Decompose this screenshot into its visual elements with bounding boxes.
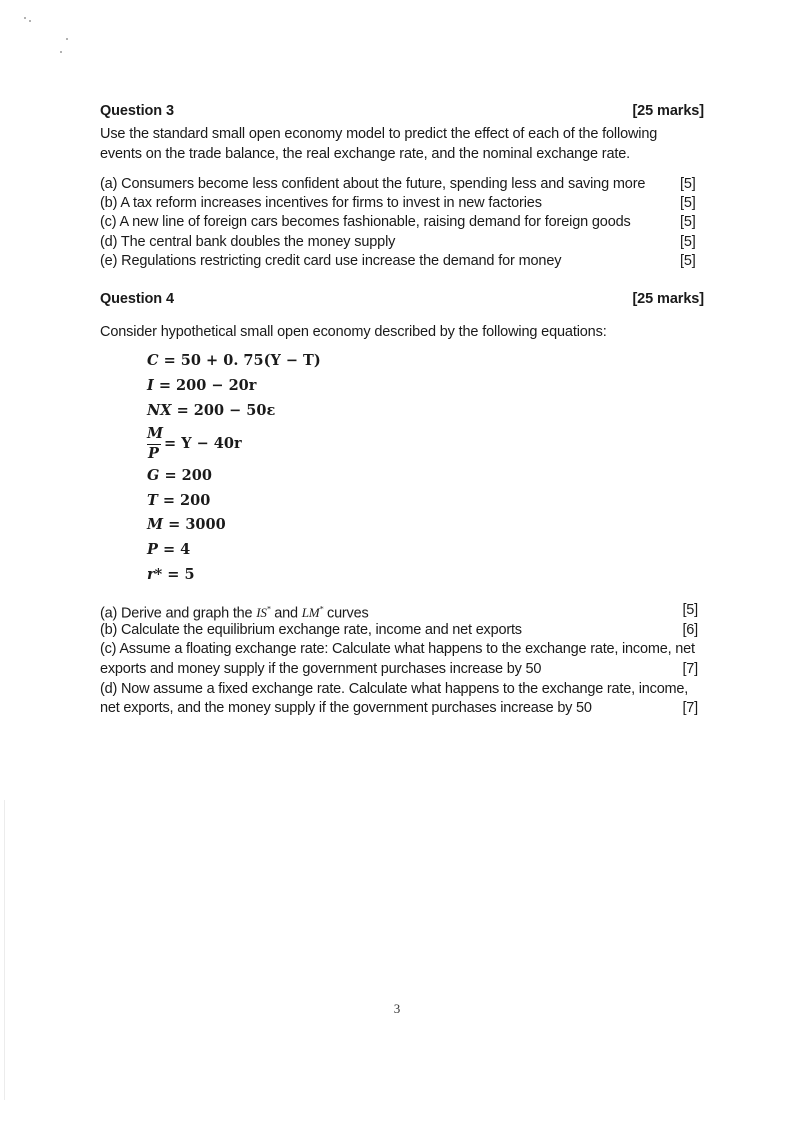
- is-label: IS: [256, 605, 267, 621]
- equation-rhs: = 200 − 50ε: [176, 402, 276, 419]
- question-3-item: [100, 174, 700, 194]
- item-text: (a) Consumers become less confident about the future, spending less and saving more: [100, 176, 646, 192]
- question-3-intro-line-2: events on the trade balance, the real exchange rate, and the nominal exchange rate.: [100, 146, 631, 162]
- question-3-title: Question 3: [100, 103, 174, 119]
- equation-price-level: [147, 541, 190, 559]
- equation-lhs: G: [147, 467, 160, 484]
- equation-rhs: = Y − 40r: [164, 435, 242, 452]
- question-4-part-b: [100, 620, 708, 640]
- item-marks: [5]: [680, 176, 696, 192]
- part-b-marks: [6]: [682, 622, 698, 638]
- item-marks: [5]: [680, 195, 696, 211]
- equation-rhs: = 200: [162, 492, 211, 509]
- part-b-text: (b) Calculate the equilibrium exchange rate, income and net exports: [100, 622, 522, 638]
- part-a-prefix: (a) Derive and graph the: [100, 605, 257, 622]
- part-d-text: net exports, and the money supply if the government purchases increase by 50: [100, 700, 592, 716]
- question-3-marks: [25 marks]: [632, 103, 704, 119]
- equation-world-interest-rate: [147, 566, 195, 584]
- part-a-and: and: [270, 605, 302, 622]
- equation-money-supply: [147, 516, 226, 534]
- equation-lhs: NX: [147, 402, 172, 419]
- question-4-part-c-line-2: [100, 659, 708, 679]
- equation-lhs: C: [147, 352, 159, 369]
- equation-rhs: = 5: [167, 566, 195, 583]
- equation-lhs: T: [147, 492, 158, 509]
- question-3-item: [100, 212, 700, 232]
- question-4-title: Question 4: [100, 291, 174, 307]
- equation-lhs: I: [147, 377, 154, 394]
- scan-edge-line: [4, 800, 5, 1100]
- part-d-marks: [7]: [682, 700, 698, 716]
- item-text: (e) Regulations restricting credit card use increase the demand for money: [100, 253, 562, 269]
- question-3-item: [100, 193, 700, 213]
- is-star-label: [256, 605, 270, 620]
- equation-lhs: M: [147, 516, 164, 533]
- star: *: [319, 605, 324, 614]
- equation-taxes: [147, 492, 210, 510]
- equation-investment: [147, 377, 256, 395]
- item-marks: [5]: [680, 214, 696, 230]
- item-text: (d) The central bank doubles the money supply: [100, 234, 396, 250]
- item-marks: [5]: [680, 234, 696, 250]
- question-3-header: [100, 103, 704, 119]
- equation-government: [147, 467, 212, 485]
- equation-consumption: [147, 352, 321, 370]
- question-3-intro-line-1: Use the standard small open economy model to predict the effect of each of the following: [100, 126, 658, 142]
- question-4-intro: Consider hypothetical small open economy described by the following equations:: [100, 324, 607, 340]
- question-3-item: [100, 251, 700, 271]
- equation-lhs: P: [147, 541, 158, 558]
- fraction-denominator: P: [148, 445, 159, 462]
- question-4-marks: [25 marks]: [632, 291, 704, 307]
- equation-rhs: = 4: [162, 541, 191, 558]
- part-a-suffix: curves: [323, 605, 369, 622]
- question-4-part-d-line-1: (d) Now assume a fixed exchange rate. Calculate what happens to the exchange rate, income,: [100, 681, 689, 697]
- question-4-part-c-line-1: (c) Assume a floating exchange rate: Calculate what happens to the exchange rate, income, net: [100, 641, 695, 657]
- equation-net-exports: [147, 402, 275, 420]
- equation-rhs: = 200: [164, 467, 212, 484]
- lm-label: LM: [301, 605, 320, 621]
- fraction-numerator: M: [147, 425, 164, 442]
- part-a-marks: [5]: [682, 602, 698, 618]
- lm-star-label: [302, 605, 323, 620]
- part-c-marks: [7]: [682, 661, 698, 677]
- item-marks: [5]: [680, 253, 696, 269]
- item-text: (c) A new line of foreign cars becomes fashionable, raising demand for foreign goods: [100, 214, 631, 230]
- equation-rhs: = 50 + 0. 75(Y − T): [163, 352, 321, 369]
- item-text: (b) A tax reform increases incentives for firms to invest in new factories: [100, 195, 542, 211]
- question-3-item: [100, 232, 700, 252]
- equation-lhs: r*: [147, 566, 163, 583]
- part-c-text: exports and money supply if the government purchases increase by 50: [100, 661, 542, 677]
- star: *: [266, 605, 271, 614]
- equation-rhs: = 3000: [168, 516, 226, 533]
- question-4-header: [100, 291, 704, 307]
- equation-rhs: = 200 − 20r: [158, 377, 257, 394]
- question-4-part-d-line-2: [100, 698, 708, 718]
- page-number: 3: [393, 1001, 401, 1016]
